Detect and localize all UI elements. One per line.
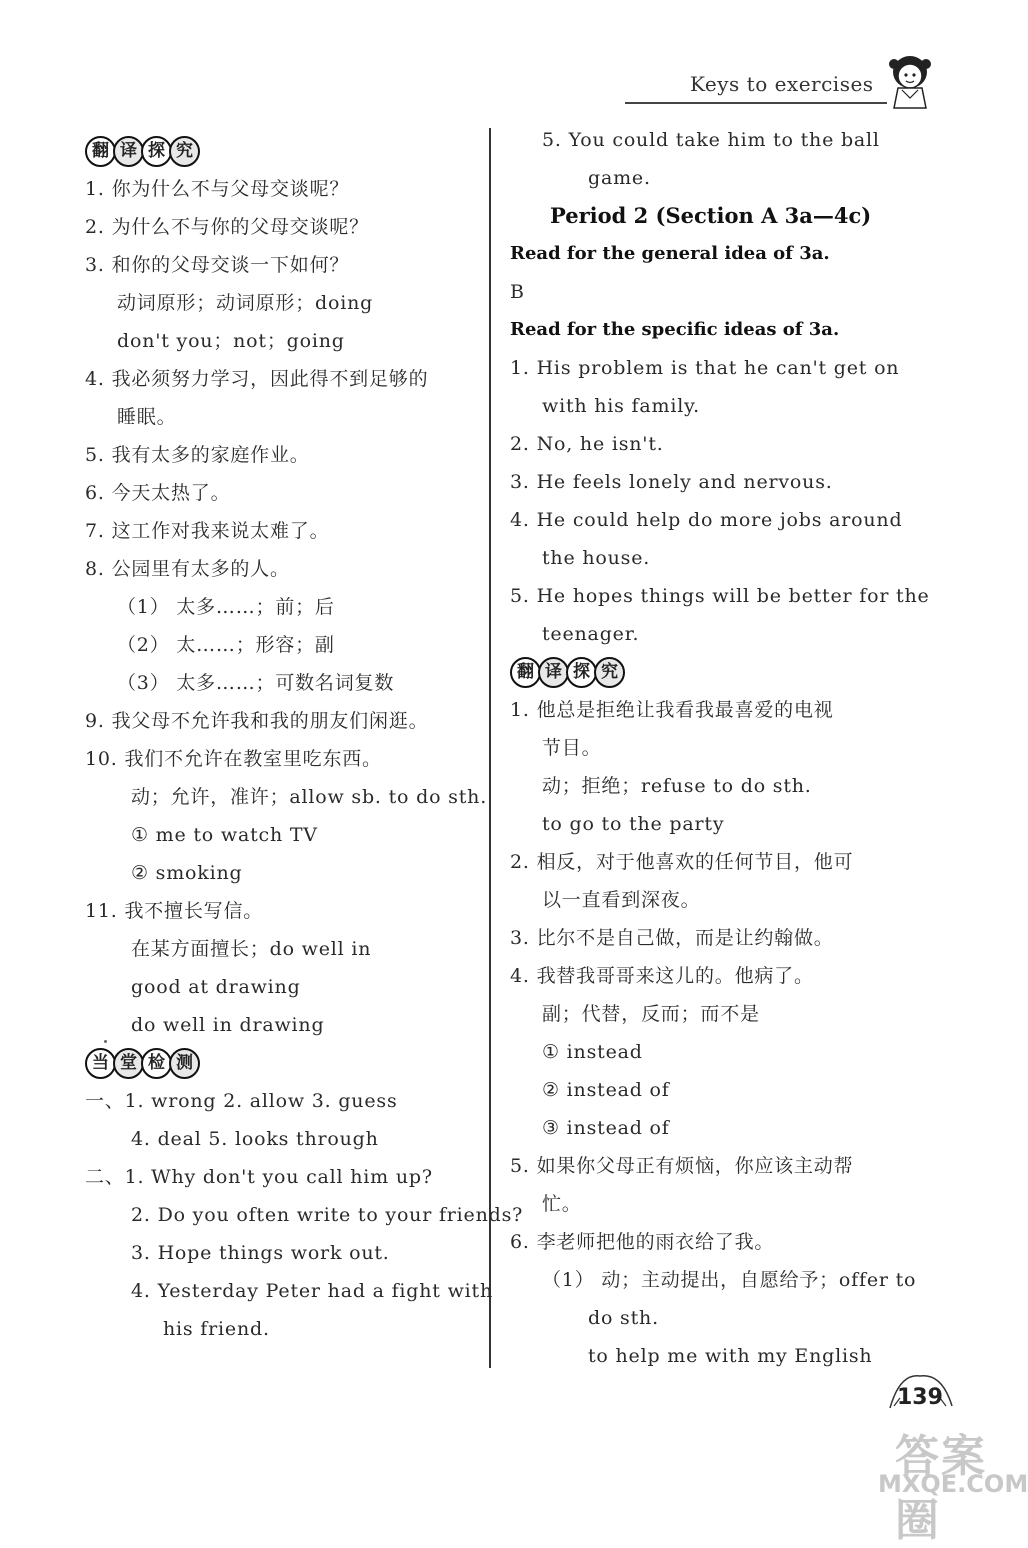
answer-line: do sth. bbox=[588, 1307, 659, 1329]
answer-line: 5. 我有太多的家庭作业。 bbox=[85, 444, 310, 466]
answer-line: 11. 我不擅长写信。 bbox=[85, 900, 264, 922]
general-idea-answer: B bbox=[510, 281, 525, 303]
answer-line: （3） 太多……；可数名词复数 bbox=[117, 672, 395, 694]
answer-line: 2. 相反，对于他喜欢的任何节目，他可 bbox=[510, 851, 854, 873]
answer-line: 10. 我们不允许在教室里吃东西。 bbox=[85, 748, 382, 770]
specific-ideas-answers bbox=[510, 349, 930, 653]
answer-line: （1） 太多……；前；后 bbox=[117, 596, 335, 618]
answer-line: 9. 我父母不允许我和我的朋友们闲逛。 bbox=[85, 710, 429, 732]
section-title-fanyi-tanjiu-2 bbox=[510, 653, 910, 691]
answer-line: 3. He feels lonely and nervous. bbox=[510, 471, 833, 493]
header-title: Keys to exercises bbox=[690, 72, 874, 96]
column-divider bbox=[489, 128, 491, 1368]
watermark-url: MXQE.COM bbox=[878, 1470, 1028, 1498]
answer-line: 8. 公园里有太多的人。 bbox=[85, 558, 290, 580]
answer-line: his friend. bbox=[163, 1318, 270, 1340]
watermark-logo: 答案圈 bbox=[895, 1431, 987, 1546]
answer-line: do well in drawing bbox=[131, 1014, 325, 1036]
answer-line: 一、1. wrong 2. allow 3. guess bbox=[85, 1090, 398, 1112]
header-rule bbox=[625, 102, 887, 104]
section-title-char: 测 bbox=[169, 1048, 200, 1079]
answer-line: 6. 今天太热了。 bbox=[85, 482, 231, 504]
answer-line: 5. He hopes things will be better for the bbox=[510, 585, 930, 607]
answer-line: 忙。 bbox=[542, 1193, 582, 1215]
section-title-char: 翻 bbox=[85, 136, 116, 167]
girl-mascot-icon bbox=[882, 50, 942, 116]
section-title-char: 堂 bbox=[113, 1048, 144, 1079]
answer-line: 3. 和你的父母交谈一下如何？ bbox=[85, 254, 350, 276]
answer-line: 4. 我替我哥哥来这儿的。他病了。 bbox=[510, 965, 814, 987]
answer-line: 1. 你为什么不与父母交谈呢？ bbox=[85, 178, 350, 200]
answer-line: to help me with my English bbox=[588, 1345, 873, 1367]
translation-answers-2 bbox=[510, 691, 917, 1375]
section-title-char: 译 bbox=[538, 657, 569, 688]
continued-answers bbox=[510, 121, 910, 197]
section-title-char: 探 bbox=[141, 136, 172, 167]
page-number: 139 bbox=[897, 1385, 943, 1410]
answer-line: 4. deal 5. looks through bbox=[131, 1128, 379, 1150]
answer-line: 1. His problem is that he can't get on bbox=[510, 357, 900, 379]
section-title-char: 译 bbox=[113, 136, 144, 167]
answer-line: （1） 动；主动提出，自愿给予；offer to bbox=[542, 1269, 917, 1291]
general-idea-heading: Read for the general idea of 3a. bbox=[510, 243, 830, 264]
answer-line: 2. 为什么不与你的父母交谈呢？ bbox=[85, 216, 369, 238]
answer-line: the house. bbox=[542, 547, 651, 569]
answer-line: 6. 李老师把他的雨衣给了我。 bbox=[510, 1231, 775, 1253]
answer-line: 5. 如果你父母正有烦恼，你应该主动帮 bbox=[510, 1155, 854, 1177]
answer-line: 动；允许，准许；allow sb. to do sth. bbox=[131, 786, 488, 808]
section-title-fanyi-tanjiu bbox=[85, 132, 480, 170]
left-column bbox=[85, 132, 524, 1348]
answer-line: （2） 太……；形容；副 bbox=[117, 634, 335, 656]
section-title-char: 翻 bbox=[510, 657, 541, 688]
right-column bbox=[510, 121, 930, 1375]
specific-ideas-heading: Read for the specific ideas of 3a. bbox=[510, 319, 840, 340]
answer-line: 7. 这工作对我来说太难了。 bbox=[85, 520, 330, 542]
answer-line: teenager. bbox=[542, 623, 640, 645]
section-title-char: 检 bbox=[141, 1048, 172, 1079]
answer-line: good at drawing bbox=[131, 976, 301, 998]
answer-line: 在某方面擅长；do well in bbox=[131, 938, 372, 960]
answer-line: 4. 我必须努力学习，因此得不到足够的 bbox=[85, 368, 429, 390]
answer-line: to go to the party bbox=[542, 813, 725, 835]
period-title: Period 2 (Section A 3a—4c) bbox=[550, 203, 872, 228]
answer-line: 动词原形；动词原形；doing bbox=[117, 292, 374, 314]
answer-line: ② smoking bbox=[131, 862, 243, 884]
answer-line: ② instead of bbox=[542, 1079, 670, 1101]
answer-line: 4. He could help do more jobs around bbox=[510, 509, 903, 531]
classroom-test-answers bbox=[85, 1082, 524, 1348]
answer-line: 4. Yesterday Peter had a fight with bbox=[131, 1280, 493, 1302]
section-title-char: 究 bbox=[594, 657, 625, 688]
answer-line: 二、1. Why don't you call him up? bbox=[85, 1166, 433, 1188]
answer-line: 睡眠。 bbox=[117, 406, 177, 428]
answer-line: game. bbox=[588, 167, 651, 189]
answer-line: 副；代替，反而；而不是 bbox=[542, 1003, 760, 1025]
answer-line: ① me to watch TV bbox=[131, 824, 318, 846]
section-title-char: 究 bbox=[169, 136, 200, 167]
answer-line: don't you；not；going bbox=[117, 330, 345, 352]
answer-line: 5. You could take him to the ball bbox=[542, 129, 880, 151]
answer-line: 动；拒绝；refuse to do sth. bbox=[542, 775, 812, 797]
section-title-char: 探 bbox=[566, 657, 597, 688]
answer-line: 2. Do you often write to your friends? bbox=[131, 1204, 524, 1226]
answer-line: ③ instead of bbox=[542, 1117, 670, 1139]
answer-line: 节目。 bbox=[542, 737, 602, 759]
translation-answers bbox=[85, 170, 488, 1044]
answer-line: 以一直看到深夜。 bbox=[542, 889, 701, 911]
section-title-char: 当 bbox=[85, 1048, 116, 1079]
answer-line: 1. 他总是拒绝让我看我最喜爱的电视 bbox=[510, 699, 834, 721]
answer-line: with his family. bbox=[542, 395, 700, 417]
answer-line: 2. No, he isn't. bbox=[510, 433, 664, 455]
section-title-dangtang-jiance bbox=[85, 1044, 480, 1082]
answer-line: 3. 比尔不是自己做，而是让约翰做。 bbox=[510, 927, 834, 949]
answer-line: 3. Hope things work out. bbox=[131, 1242, 390, 1264]
answer-line: ① instead bbox=[542, 1041, 643, 1063]
